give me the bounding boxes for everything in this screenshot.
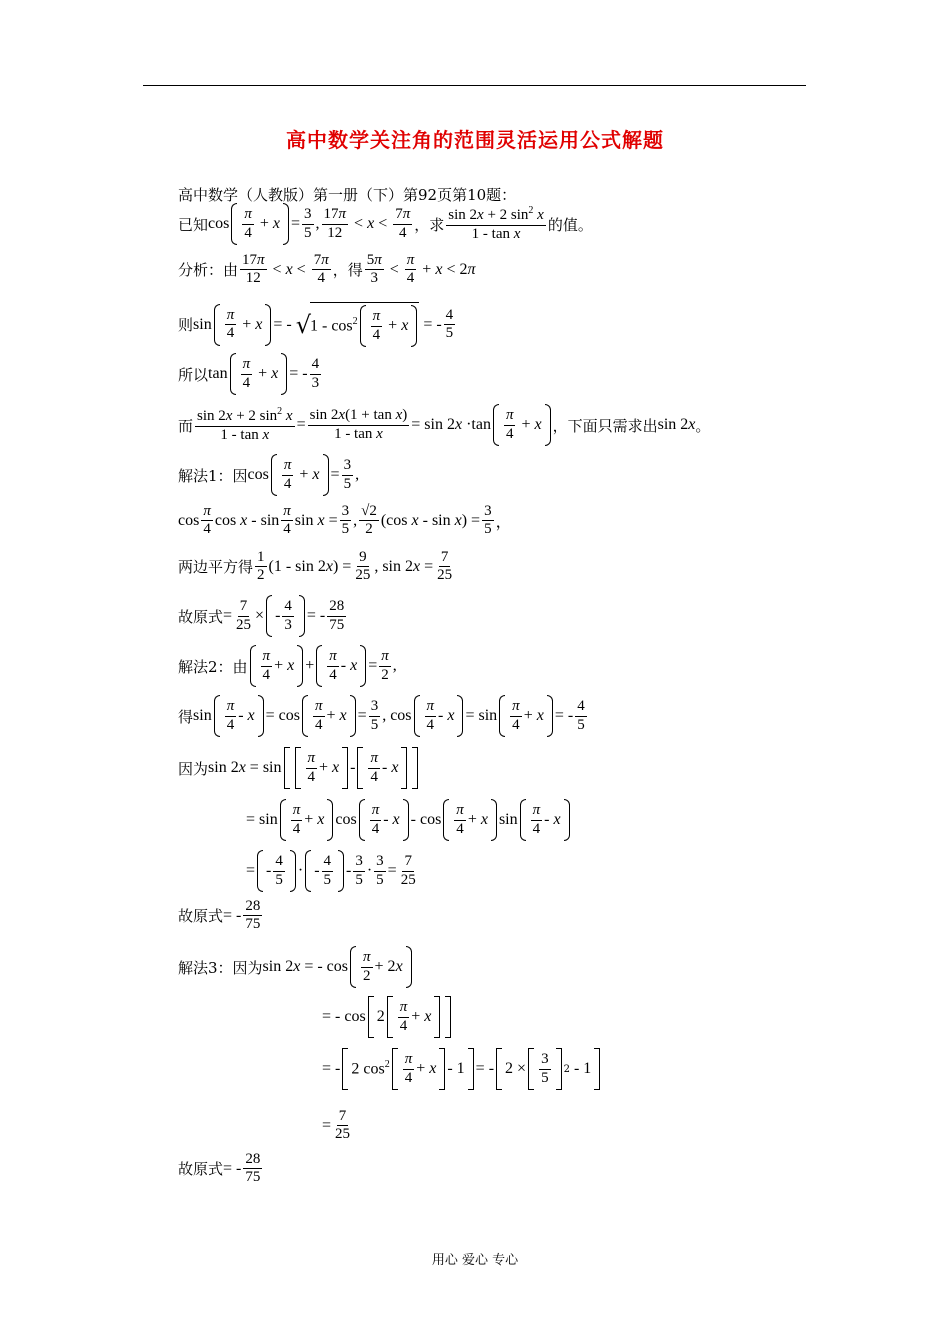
obtain-label: ，得 xyxy=(332,261,363,280)
page-footer: 用心 爱心 专心 xyxy=(431,1253,519,1268)
method2-value-line: = - $\frac{4}{5}$ · - $\frac{4}{5}$ - $\frac{3}{5}$ · $\frac{3}{5}$ = $\frac{7}{25}$ xyxy=(246,850,420,892)
method1-expand-line: cos $\frac{\pi}{4}$ cos x - sin $\frac{\pi}{4}$ sin x = $\frac{3}{5}$ , $\frac{√2}{2}$ (cos x - sin x) = $\frac{3}{5}$ ， xyxy=(178,503,512,538)
method2-line: 解法2：由 $\frac{\pi}{4}$ + x + $\frac{\pi}{4}$ - x = $\frac{\pi}{2}$ , xyxy=(178,645,397,687)
result-label-3: 故原式 xyxy=(178,1160,224,1179)
method3-line: 解法3：因为 sin 2x = - cos $\frac{\pi}{2}$ + 2x xyxy=(178,946,414,988)
so-label: 所以 xyxy=(178,365,209,384)
seek-label: ，求 xyxy=(414,215,445,234)
page-title: 高中数学关注角的范围灵活运用公式解题 xyxy=(286,128,664,152)
method3-step2-line: = - cos 2 $\frac{\pi}{4}$ + x xyxy=(322,996,453,1038)
method1-square-line: 两边平方得 $\frac{1}{2}$ (1 - sin 2x) = $\frac{9}{25}$ , sin 2x = $\frac{7}{25}$ xyxy=(178,549,453,584)
result-label-2: 故原式 xyxy=(178,907,224,926)
result-label-1: 故原式 xyxy=(178,607,224,626)
method2-expand-line: = sin $\frac{\pi}{4}$ + x cos $\frac{\pi}{4}$ - x - cos $\frac{\pi}{4}$ + x sin $\frac{\pi}{4}$ - x xyxy=(246,799,572,841)
get-label: 得 xyxy=(178,707,194,726)
tan-line: 所以 tan $\frac{\pi}{4}$ + x = - $\frac{4}{3}$ xyxy=(178,353,323,395)
next-text: ，下面只需求出 xyxy=(552,416,658,435)
method1-result-line: 故原式 = $\frac{7}{25}$ × - $\frac{4}{3}$ = - $\frac{28}{75}$ xyxy=(178,595,348,637)
method2-get-line: 得 sin $\frac{\pi}{4}$ - x = cos $\frac{\pi}{4}$ + x = $\frac{3}{5}$ , cos $\frac{\pi}{4}$ - x = sin $\frac{\pi}{4}$ + x = - $\frac{4}{5}$ xyxy=(178,695,589,737)
value-label: 的值。 xyxy=(547,215,593,234)
given-line: 已知 cos $\frac{\pi}{4}$ + x = $\frac{3}{5}$ , $\frac{17\pi}{12}$ < x < $\frac{7\pi}{4}$ ，求 $\frac{\sin 2x + 2 \sin^2 x}{\text{1 - tan x}}$ 的值。 xyxy=(178,203,593,245)
because-label: 因为 xyxy=(178,759,209,778)
header-rule xyxy=(143,85,806,86)
then-label: 则 xyxy=(178,316,194,334)
method3-step3-line: = - 2 $\cos^2$ $\frac{\pi}{4}$ + x - 1 = - 2 × $\frac{3}{5}$ 2 - 1 xyxy=(322,1048,602,1090)
method3-label: 解法3：因为 xyxy=(178,958,263,977)
intro-line xyxy=(178,184,516,205)
method1-label: 解法1：因 xyxy=(178,466,248,485)
given-label: 已知 xyxy=(178,215,209,234)
intro-text: 高中数学（人教版）第一册（下）第92页第10题： xyxy=(178,186,517,204)
method2-result-line: 故原式 = - $\frac{28}{75}$ xyxy=(178,898,261,933)
square-label: 两边平方得 xyxy=(178,558,254,577)
method2-label: 解法2：由 xyxy=(178,657,248,676)
method1-line: 解法1：因 cos $\frac{\pi}{4}$ + x = $\frac{3}{5}$ , xyxy=(178,454,359,496)
sin-line: 则 sin $\frac{\pi}{4}$ + x = - √ $1 - \cos^2$ $\frac{\pi}{4}$ + x = - $\frac{4}{5}$ xyxy=(178,302,457,347)
rewrite-line: 而 $\frac{\sin 2x + 2 \sin^2 x}{\text{1 - tan x}}$ = $\frac{\text{sin 2x(1 + tan x)}}{\text{1 - tan x}}$ = sin 2x ·tan $\frac{\pi}{4}$ + x ，下面只需求出 sin 2x 。 xyxy=(178,404,710,446)
method2-because-line: 因为 sin 2x = sin $\frac{\pi}{4}$ + x - $\frac{\pi}{4}$ - x xyxy=(178,747,420,789)
method3-result-line: 故原式 = - $\frac{28}{75}$ xyxy=(178,1151,261,1186)
analysis-label: 分析：由 xyxy=(178,261,239,280)
and-label: 而 xyxy=(178,416,194,435)
analysis-line: 分析：由 $\frac{17\pi}{12}$ < x < $\frac{7\pi}{4}$ ，得 $\frac{5\pi}{3}$ < $\frac{\pi}{4}$ + x < 2π xyxy=(178,252,476,287)
period: 。 xyxy=(695,416,711,435)
method3-step4-line: = $\frac{7}{25}$ xyxy=(322,1108,351,1143)
